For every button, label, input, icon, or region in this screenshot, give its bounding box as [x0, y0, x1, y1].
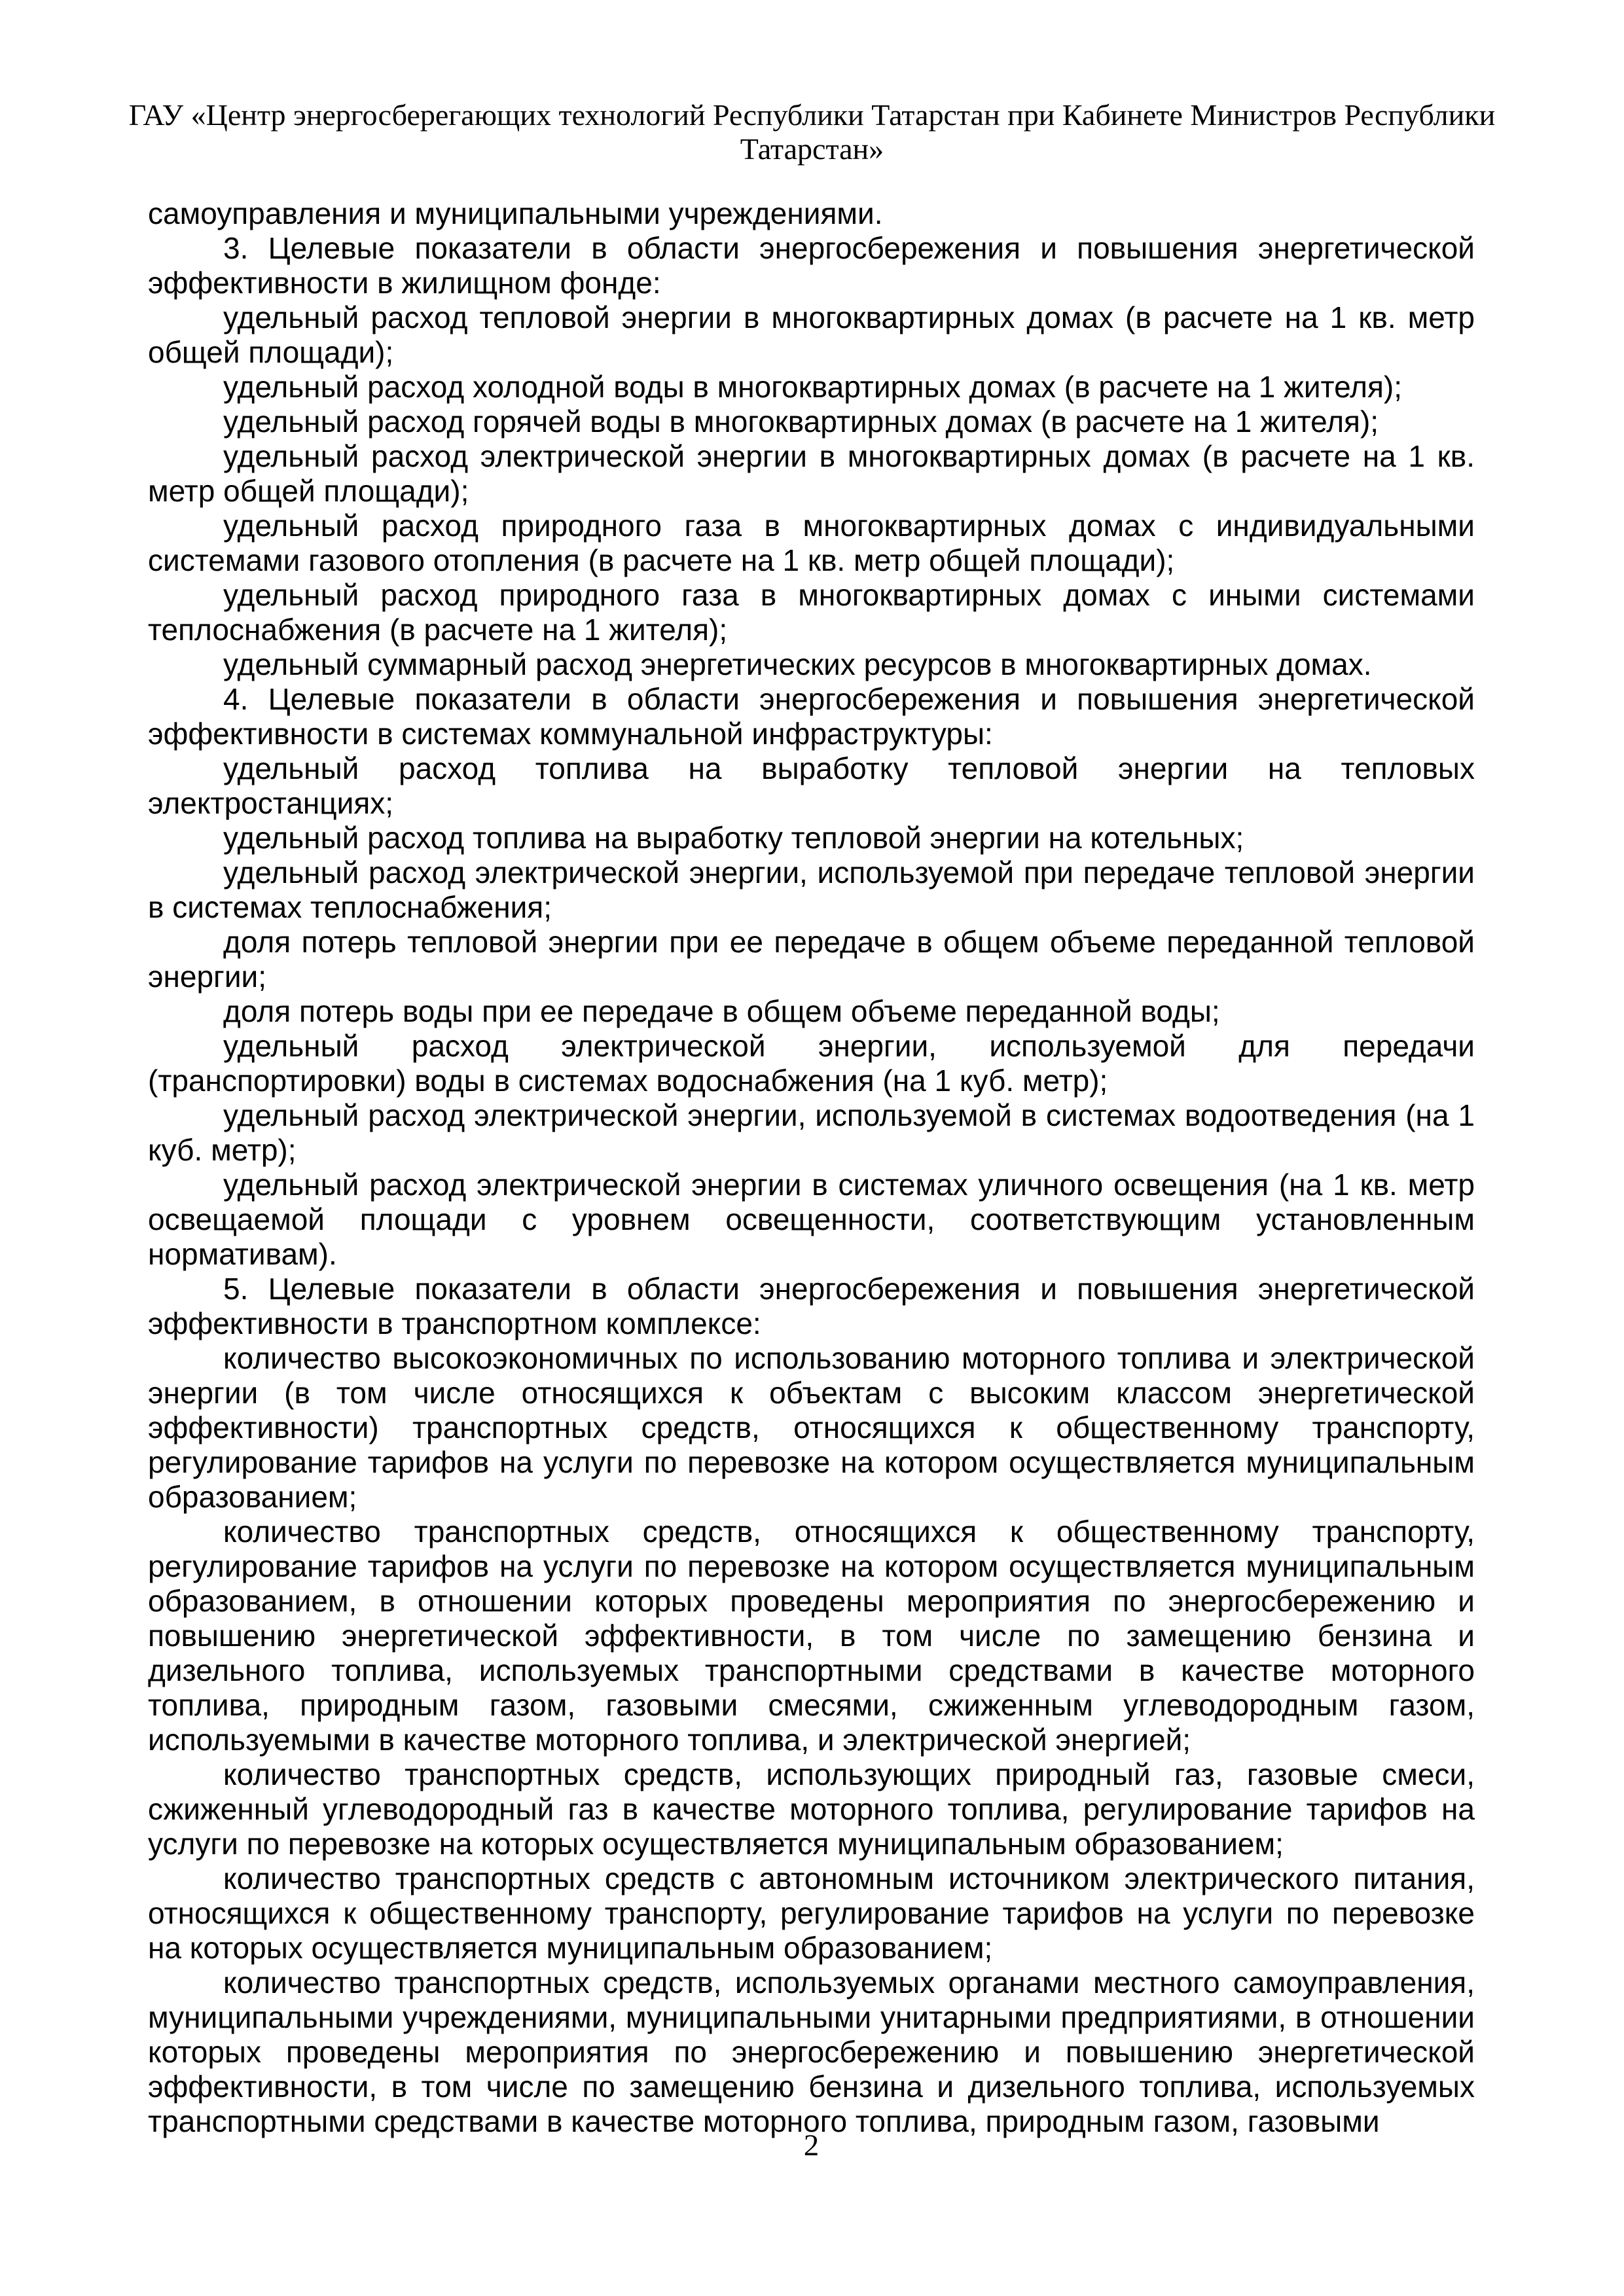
document-body — [148, 196, 1475, 2139]
list-item-paragraph: доля потерь тепловой энергии при ее передаче в общем объеме переданной тепловой энергии; — [148, 925, 1475, 994]
list-item-paragraph: удельный суммарный расход энергетических ресурсов в многоквартирных домах. — [223, 647, 1372, 681]
list-item-paragraph: количество транспортных средств, использующих природный газ, газовые смеси, сжиженный углеводородный газ в качестве моторного топлива, регулирование тарифов на услуги по перевозке на которых осуществляется муниципальным образованием; — [148, 1757, 1475, 1861]
list-item-paragraph: удельный расход электрической энергии, используемой при передаче тепловой энергии в системах теплоснабжения; — [148, 855, 1475, 924]
list-item-paragraph: удельный расход топлива на выработку тепловой энергии на тепловых электростанциях; — [148, 751, 1475, 820]
list-item-paragraph: количество транспортных средств, используемых органами местного самоуправления, муниципальными учреждениями, муниципальными унитарными предприятиями, в отношении которых проведены мероприятия по энергосбережению и повышению энергетической эффективности, в том числе по замещению бензина и дизельного топлива, используемых транспортными средствами в качестве моторного топлива, природным газом, газовыми — [148, 1965, 1475, 2138]
list-item-paragraph: удельный расход электрической энергии, используемой для передачи (транспортировки) воды в системах водоснабжения (на 1 куб. метр); — [148, 1029, 1475, 1098]
section-5-intro-paragraph: 5. Целевые показатели в области энергосбережения и повышения энергетической эффективности в транспортном комплексе: — [148, 1272, 1475, 1340]
header-org-name-line2: Татарстан» — [740, 132, 884, 166]
list-item-paragraph: удельный расход электрической энергии в многоквартирных домах (в расчете на 1 кв. метр общей площади); — [148, 439, 1475, 508]
page-footer — [148, 2128, 1475, 2163]
page-number: 2 — [803, 2128, 820, 2162]
list-item-paragraph: удельный расход горячей воды в многоквартирных домах (в расчете на 1 жителя); — [223, 404, 1379, 439]
list-item-paragraph: удельный расход холодной воды в многоквартирных домах (в расчете на 1 жителя); — [223, 370, 1402, 404]
list-item-paragraph: удельный расход природного газа в многоквартирных домах с иными системами теплоснабжения (в расчете на 1 жителя); — [148, 578, 1475, 647]
section-3-intro-paragraph: 3. Целевые показатели в области энергосбережения и повышения энергетической эффективности в жилищном фонде: — [148, 231, 1475, 300]
list-item-paragraph: количество транспортных средств, относящихся к общественному транспорту, регулирование тарифов на услуги по перевозке на котором осуществляется муниципальным образованием, в отношении которых проведены мероприятия по энергосбережению и повышению энергетической эффективности, в том числе по замещению бензина и дизельного топлива, используемых транспортными средствами в качестве моторного топлива, природным газом, газовыми смесями, сжиженным углеводородным газом, используемыми в качестве моторного топлива, и электрической энергией; — [148, 1515, 1475, 1757]
list-item-paragraph: доля потерь воды при ее передаче в общем объеме переданной воды; — [223, 994, 1220, 1028]
list-item-paragraph: количество высокоэкономичных по использованию моторного топлива и электрической энергии (в том числе относящихся к объектам с высоким классом энергетической эффективности) транспортных средств, относящихся к общественному транспорту, регулирование тарифов на услуги по перевозке на котором осуществляется муниципальным образованием; — [148, 1341, 1475, 1514]
list-item-paragraph: количество транспортных средств с автономным источником электрического питания, относящихся к общественному транспорту, регулирование тарифов на услуги по перевозке на которых осуществляется муниципальным образованием; — [148, 1861, 1475, 1965]
list-item-paragraph: удельный расход природного газа в многоквартирных домах с индивидуальными системами газового отопления (в расчете на 1 кв. метр общей площади); — [148, 509, 1475, 577]
list-item-paragraph: удельный расход тепловой энергии в многоквартирных домах (в расчете на 1 кв. метр общей площади); — [148, 300, 1475, 369]
section-4-intro-paragraph: 4. Целевые показатели в области энергосбережения и повышения энергетической эффективности в системах коммунальной инфраструктуры: — [148, 682, 1475, 751]
list-item-paragraph: удельный расход электрической энергии в системах уличного освещения (на 1 кв. метр освещаемой площади с уровнем освещенности, соответствующим установленным нормативам). — [148, 1168, 1475, 1271]
list-item-paragraph: удельный расход электрической энергии, используемой в системах водоотведения (на 1 куб. метр); — [148, 1098, 1475, 1167]
body-paragraph-continuation: самоуправления и муниципальными учреждениями. — [148, 196, 883, 230]
list-item-paragraph: удельный расход топлива на выработку тепловой энергии на котельных; — [223, 821, 1244, 855]
document-header — [0, 98, 1624, 166]
header-org-name-line1: ГАУ «Центр энергосберегающих технологий Республики Татарстан при Кабинете Министров Республики — [128, 98, 1496, 132]
